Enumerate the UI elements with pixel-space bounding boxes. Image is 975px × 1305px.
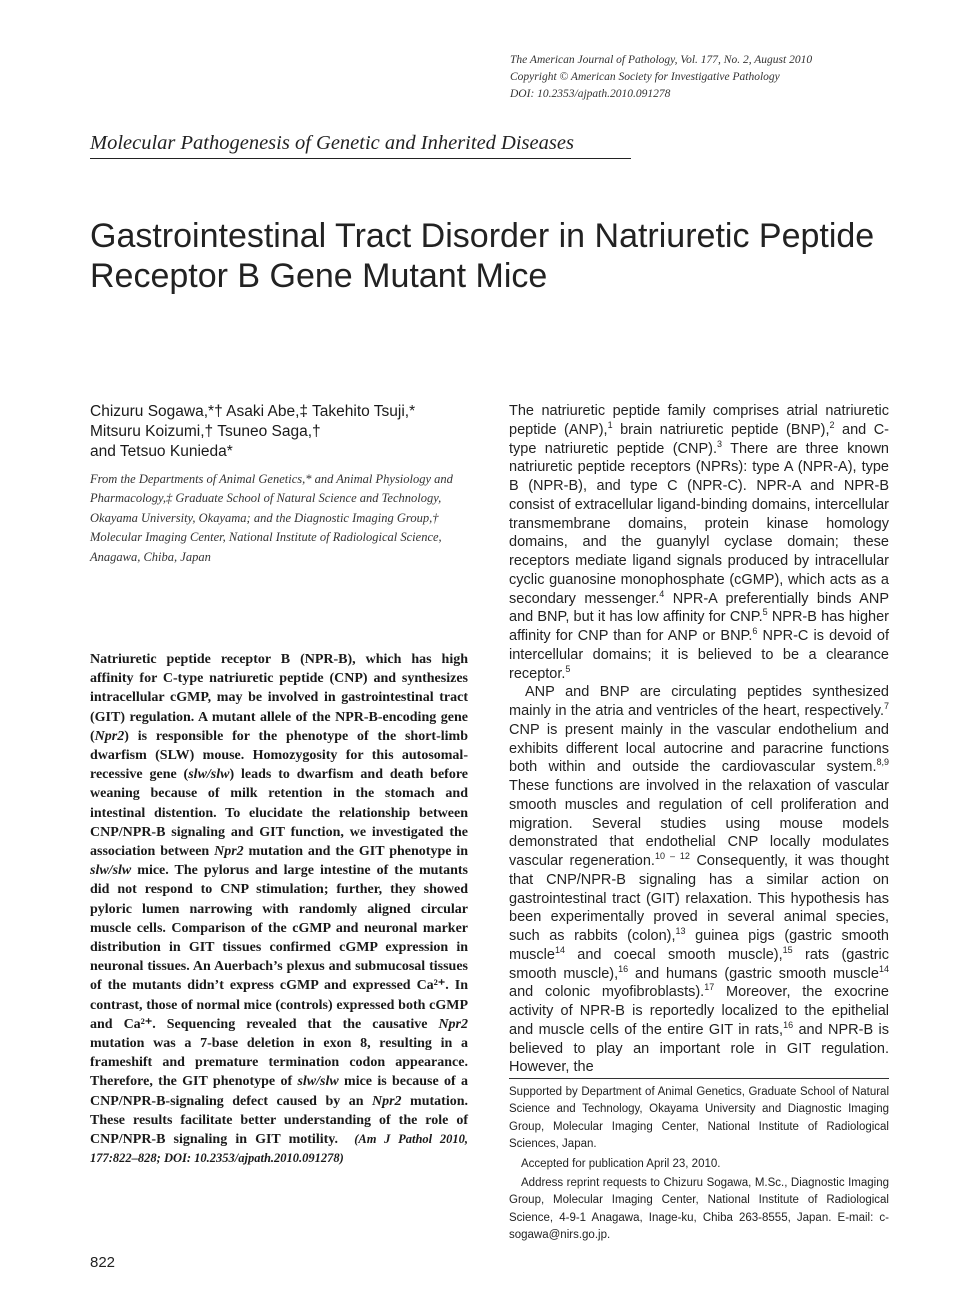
footnote-support: Supported by Department of Animal Genetics, Graduate School of Natural Science and Technology, Okayama University and Diagnostic Imaging Group, Molecular Imaging Center, National Institute of Radiological Sciences, Japan. xyxy=(509,1086,889,1151)
gene-name: slw/slw xyxy=(90,863,132,879)
page-number: 822 xyxy=(90,1254,116,1271)
reference-marker: 15 xyxy=(782,944,793,955)
reference-marker: 13 xyxy=(675,926,686,937)
gene-name: Npr2 xyxy=(214,844,244,860)
reference-marker: 8,9 xyxy=(876,757,889,768)
reference-marker: 6 xyxy=(752,626,758,637)
gene-name: slw/slw xyxy=(297,1074,339,1090)
footnote-reprint: Address reprint requests to Chizuru Sogawa, M.Sc., Diagnostic Imaging Group, Molecular Imaging Center, National Institute of Radiological Science, 4-9-1 Anagawa, Inage-ku, Chiba 263-8555, Japan. E-mail: c-sogawa@nirs.go.jp. xyxy=(509,1177,889,1242)
body-text-run: NPR-A preferentially binds ANP and BNP, but it has low affinity for CNP. xyxy=(509,590,889,626)
body-text-run: brain natriuretic peptide (BNP), xyxy=(612,421,830,438)
reference-marker: 7 xyxy=(883,701,889,712)
body-text-run: rats (gastric smooth muscle), xyxy=(509,946,890,982)
footnote-rule xyxy=(509,1078,889,1079)
gene-name: Npr2 xyxy=(94,728,125,744)
body-paragraph-2 xyxy=(509,683,889,1077)
body-text-run: ANP and BNP are circulating peptides synthesized mainly in the atria and ventricles of the heart, respectively. xyxy=(509,684,889,719)
abstract-text: mutation and the GIT phenotype in xyxy=(243,844,469,860)
reference-marker: 1 xyxy=(607,419,613,430)
section-rule xyxy=(90,158,631,159)
journal-copyright: Copyright © American Society for Investigative Pathology xyxy=(510,71,780,83)
body-text-run: There are three known natriuretic peptide receptors (NPRs): type A (NPR-A), type B (NPR-B), and type C (NPR-C). NPR-A and NPR-B consist of extracellular ligand-binding domains, intercellular transmembrane domains, protein kinase homology domains, and the guanylyl cyclase domain; these receptors mediate ligand signals produced by intracellular cyclic guanosine monophosphate (cGMP), which acts as a secondary messenger. xyxy=(509,440,889,607)
body-text-run: and coecal smooth muscle), xyxy=(564,946,783,963)
reference-marker: 16 xyxy=(618,963,629,974)
gene-name: Npr2 xyxy=(372,1093,402,1109)
footnotes xyxy=(509,1084,889,1245)
body-text xyxy=(509,402,889,1077)
body-text-run: CNP is present mainly in the vascular endothelium and exhibits different local autocrine and paracrine functions both within and outside the cardiovascular system. xyxy=(509,721,889,776)
body-text-run: NPR-C is devoid of intercellular domains; it is believed to be a clearance receptor. xyxy=(509,628,889,682)
abstract-text: mice. The pylorus and large intestine of the mutants did not respond to CNP stimulation; further, they showed pyloric lumen narrowing with randomly aligned circular muscle cells. Comparison of the cGMP and neuronal marker distribution in GIT tissues confirmed cGMP expression in neuronal tissues. An Auerbach’s plexus and submucosal tissues of the mutants didn’t express cGMP and expressed Ca²⁺. In contrast, those of normal mice (controls) expressed both cGMP and Ca²⁺. Sequencing revealed that the causative xyxy=(90,863,468,1032)
title-line-1: Gastrointestinal Tract Disorder in Natriuretic Peptide xyxy=(90,217,875,255)
abstract-citation: (Am J Pathol 2010, 177:822–828; DOI: 10.2353/ajpath.2010.091278) xyxy=(90,1132,469,1166)
authors-line-1: Chizuru Sogawa,*† Asaki Abe,‡ Takehito Tsuji,* xyxy=(90,403,416,420)
reference-marker: 5 xyxy=(762,607,768,618)
reference-marker: 2 xyxy=(829,419,835,430)
abstract-text: mice is because of a CNP/NPR-B-signaling defect caused by an xyxy=(90,1074,468,1109)
journal-doi: DOI: 10.2353/ajpath.2010.091278 xyxy=(510,88,671,100)
abstract-text: mutation was a 7-base deletion in exon 8, resulting in a frameshift and premature termination codon appearance. Therefore, the GIT phenotype of xyxy=(90,1036,468,1090)
affiliation: From the Departments of Animal Genetics,* and Animal Physiology and Pharmacology,‡ Graduate School of Natural Science and Technology, Okayama University, Okayama; and the Diagnostic Imaging Group,† Molecular Imaging Center, National Institute of Radiological Science, Anagawa, Chiba, Japan xyxy=(90,472,453,564)
article-title xyxy=(90,216,910,296)
reference-marker: 10 – 12 xyxy=(654,851,690,862)
body-paragraph-1 xyxy=(509,402,889,683)
body-text-run: guinea pigs (gastric smooth muscle xyxy=(509,928,889,963)
abstract-text: ) leads to dwarfism and death before weaning because of milk retention in the stomach and intestinal distention. To elucidate the relationship between CNP/NPR-B signaling and GIT function, we investigated the association between xyxy=(90,767,469,860)
abstract xyxy=(90,650,468,1168)
body-text-run: The natriuretic peptide family comprises atrial natriuretic peptide (ANP), xyxy=(509,403,889,438)
section-heading: Molecular Pathogenesis of Genetic and Inherited Diseases xyxy=(90,132,574,154)
gene-name: Npr2 xyxy=(438,1016,468,1032)
authors-line-2: Mitsuru Koizumi,† Tsuneo Saga,† xyxy=(90,423,321,440)
body-text-run: NPR-B has higher affinity for CNP than for ANP or BNP. xyxy=(509,609,890,644)
reference-marker: 14 xyxy=(878,963,889,974)
gene-name: slw/slw xyxy=(188,767,230,783)
body-text-run: Moreover, the exocrine activity of NPR-B is reportedly localized to the epithelial and muscle cells of the entire GIT in rats, xyxy=(509,984,889,1038)
abstract-text: mutation. These results facilitate better understanding of the role of CNP/NPR-B signaling in GIT motility. xyxy=(90,1093,468,1148)
body-text-run: and humans (gastric smooth muscle xyxy=(628,965,879,982)
abstract-text: Natriuretic peptide receptor B (NPR-B), which has high affinity for C-type natriuretic peptide (CNP) and synthesizes intracellular cGMP, may be involved in gastrointestinal tract (GIT) regulation. A mutant allele of the NPR-B-encoding gene ( xyxy=(90,652,468,744)
reference-marker: 5 xyxy=(565,663,571,674)
body-text-run: These functions are involved in the relaxation of vascular smooth muscles and regulation of cell proliferation and migration. Several studies using mouse models demonstrated that endothelial CNP locally modulates vascular regeneration. xyxy=(509,778,889,869)
body-text-run: and NPR-B is believed to play an important role in GIT regulation. However, the xyxy=(509,1021,889,1076)
journal-citation: The American Journal of Pathology, Vol. 177, No. 2, August 2010 xyxy=(510,54,813,66)
author-list xyxy=(90,402,480,462)
reference-marker: 3 xyxy=(717,438,723,449)
abstract-text: ) is responsible for the phenotype of the short-limb dwarfism (SLW) mouse. Homozygosity for this autosomal-recessive gene ( xyxy=(90,728,468,783)
reference-marker: 14 xyxy=(554,944,565,955)
body-text-run: and C-type natriuretic peptide (CNP). xyxy=(509,421,889,457)
title-line-2: Receptor B Gene Mutant Mice xyxy=(90,257,548,295)
reference-marker: 17 xyxy=(704,982,715,993)
reference-marker: 4 xyxy=(659,588,665,599)
body-text-run: Consequently, it was thought that CNP/NPR-B signaling has a similar action on gastrointestinal tract (GIT) relaxation. This hypothesis has been experimentally proved in several animal species, such as rabbits (colon), xyxy=(509,853,889,944)
footnote-accepted: Accepted for publication April 23, 2010. xyxy=(521,1157,721,1170)
body-text-run: and colonic myofibroblasts). xyxy=(509,984,705,1001)
journal-header xyxy=(510,52,910,103)
authors-line-3: and Tetsuo Kunieda* xyxy=(90,443,233,460)
reference-marker: 16 xyxy=(783,1019,794,1030)
